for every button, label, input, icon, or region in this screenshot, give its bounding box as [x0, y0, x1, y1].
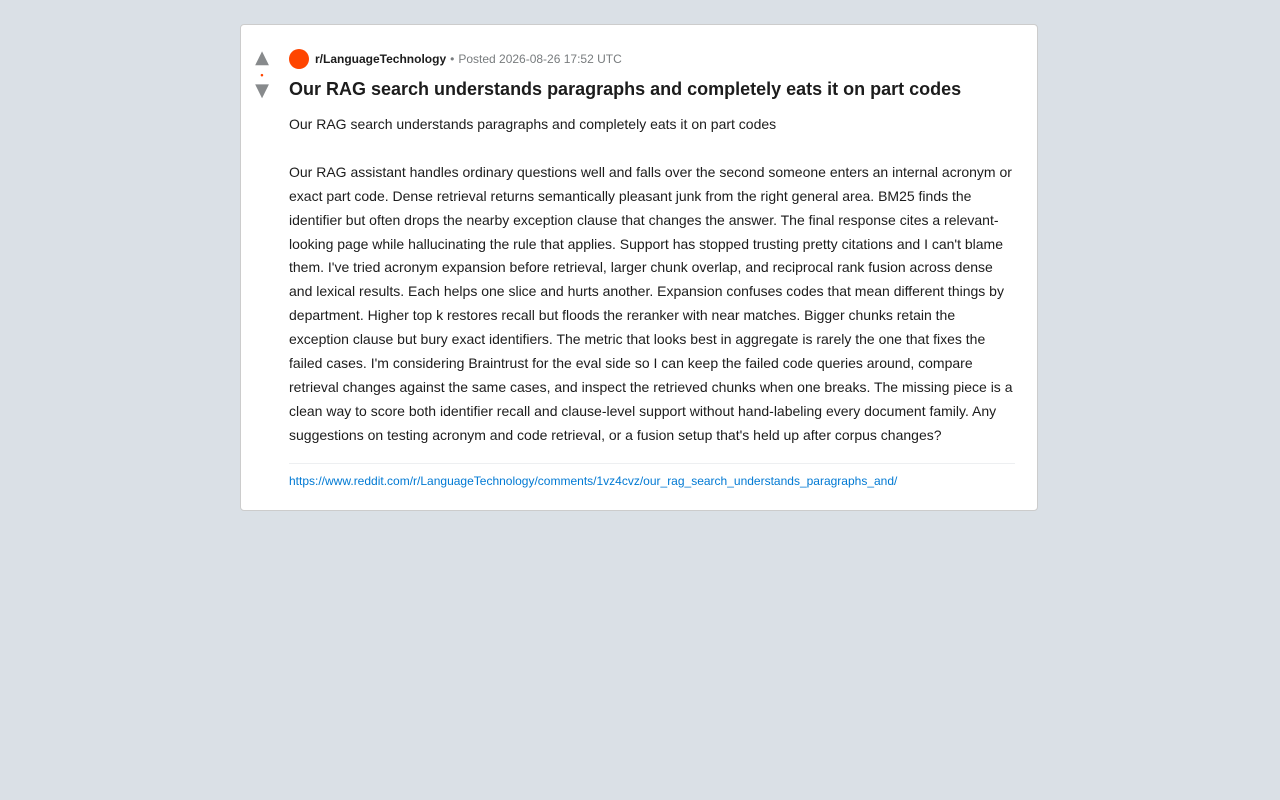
upvote-icon[interactable]: ▲ [255, 47, 269, 68]
post-body [289, 113, 1015, 448]
subreddit-avatar-icon[interactable] [289, 49, 309, 69]
post-url-link[interactable]: https://www.reddit.com/r/LanguageTechnology/comments/1vz4cvz/our_rag_search_understands_paragraphs_and/ [289, 473, 898, 488]
vote-score: • [260, 70, 264, 80]
post-content [289, 49, 1015, 488]
post-title[interactable]: Our RAG search understands paragraphs and completely eats it on part codes [289, 79, 962, 99]
subreddit-link[interactable]: r/LanguageTechnology [315, 52, 447, 66]
post-paragraph: Our RAG assistant handles ordinary questions well and falls over the second someone enters an internal acronym or exact part code. Dense retrieval returns semantically pleasant junk from the right general area. BM25 finds the identifier but often drops the nearby exception clause that changes the answer. The final response cites a relevant-looking page while hallucinating the rule that applies. Support has stopped trusting pretty citations and I can't blame them. I've tried acronym expansion before retrieval, larger chunk overlap, and reciprocal rank fusion across dense and lexical results. Each helps one slice and hurts another. Expansion confuses codes that mean different things by department. Higher top k restores recall but floods the reranker with near matches. Bigger chunks retain the exception clause but bury exact identifiers. The metric that looks best in aggregate is rarely the one that fixes the failed cases. I'm considering Braintrust for the eval side so I can keep the failed code queries around, compare retrieval changes against the same cases, and inspect the retrieved chunks when one breaks. The missing piece is a clean way to score both identifier recall and clause-level support without hand-labeling every document family. Any suggestions on testing acronym and code retrieval, or a fusion setup that's held up after corpus changes? [289, 163, 1013, 443]
post-meta [289, 49, 1015, 69]
post-timestamp: Posted 2026-08-26 17:52 UTC [458, 52, 622, 66]
post-paragraph: Our RAG search understands paragraphs and completely eats it on part codes [289, 116, 777, 132]
downvote-icon[interactable]: ▼ [255, 80, 269, 101]
vote-column [251, 49, 273, 100]
divider [289, 463, 1015, 464]
post-card [240, 24, 1038, 511]
meta-separator: • [450, 52, 455, 66]
